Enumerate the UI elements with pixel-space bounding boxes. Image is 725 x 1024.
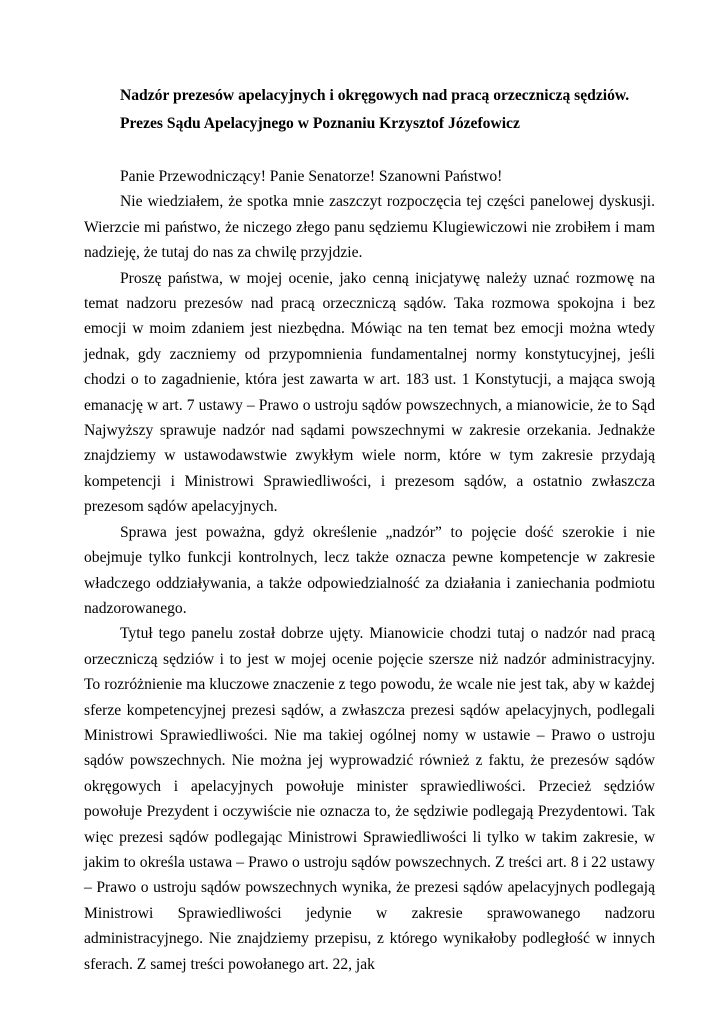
speaker-line: Prezes Sądu Apelacyjnego w Poznaniu Krzysztof Józefowicz <box>120 115 520 132</box>
paragraph-greeting: Panie Przewodniczący! Panie Senatorze! Szanowni Państwo! <box>120 168 503 185</box>
paragraph: Sprawa jest poważna, gdyż określenie „nadzór” to pojęcie dość szerokie i nie obejmuje tylko funkcji kontrolnych, lecz także oznacza pewne kompetencje w zakresie władczego oddziaływania, a także odpowiedzialność za działania i zaniechania podmiotu nadzorowanego. <box>84 523 655 617</box>
document-title: Nadzór prezesów apelacyjnych i okręgowych nad pracą orzeczniczą sędziów. <box>120 87 630 104</box>
paragraph: Proszę państwa, w mojej ocenie, jako cenną inicjatywę należy uznać rozmowę na temat nadzoru prezesów nad pracą orzeczniczą sądów. Taka rozmowa spokojna i bez emocji w moim zdaniem jest niezbędna. Mówiąc na ten temat bez emocji można wtedy jednak, gdy zaczniemy od przypomnienia fundamentalnej normy konstytucyjnej, jeśli chodzi o to zagadnienie, która jest zawarta w art. 183 ust. 1 Konstytucji, a mająca swoją emanację w art. 7 ustawy – Prawo o ustroju sądów powszechnych, a mianowicie, że to Sąd Najwyższy sprawuje nadzór nad sądami powszechnymi w zakresie orzekania. Jednakże znajdziemy w ustawodawstwie zwykłym wiele norm, które w tym zakresie przydają kompetencji i Ministrowi Sprawiedliwości, i prezesom sądów, a ostatnio zwłaszcza prezesom sądów apelacyjnych. <box>84 269 655 516</box>
document-body <box>84 164 655 977</box>
paragraph: Nie wiedziałem, że spotka mnie zaszczyt rozpoczęcia tej części panelowej dyskusji. Wierzcie mi państwo, że niczego złego panu sędziemu Klugiewiczowi nie zrobiłem i mam nadzieję, że tutaj do nas za chwilę przyjdzie. <box>84 193 655 262</box>
paragraph: Tytuł tego panelu został dobrze ujęty. Mianowicie chodzi tutaj o nadzór nad pracą orzeczniczą sędziów i to jest w mojej ocenie pojęcie szersze niż nadzór administracyjny. To rozróżnienie ma kluczowe znaczenie z tego powodu, że wcale nie jest tak, aby w każdej sferze kompetencyjnej prezesi sądów, a zwłaszcza prezesi sądów apelacyjnych, podlegali Ministrowi Sprawiedliwości. Nie ma takiej ogólnej nomy w ustawie – Prawo o ustroju sądów powszechnych. Nie można jej wyprowadzić również z faktu, że prezesów sądów okręgowych i apelacyjnych powołuje minister sprawiedliwości. Przecież sędziów powołuje Prezydent i oczywiście nie oznacza to, że sędziwie podlegają Prezydentowi. Tak więc prezesi sądów podlegając Ministrowi Sprawiedliwości li tylko w takim zakresie, w jakim to określa ustawa – Prawo o ustroju sądów powszechnych. Z treści art. 8 i 22 ustawy – Prawo o ustroju sądów powszechnych wynika, że prezesi sądów apelacyjnych podlegają Ministrowi Sprawiedliwości jedynie w zakresie sprawowanego nadzoru administracyjnego. Nie znajdziemy przepisu, z którego wynikałoby podległość w innych sferach. Z samej treści powołanego art. 22, jak <box>84 625 655 973</box>
